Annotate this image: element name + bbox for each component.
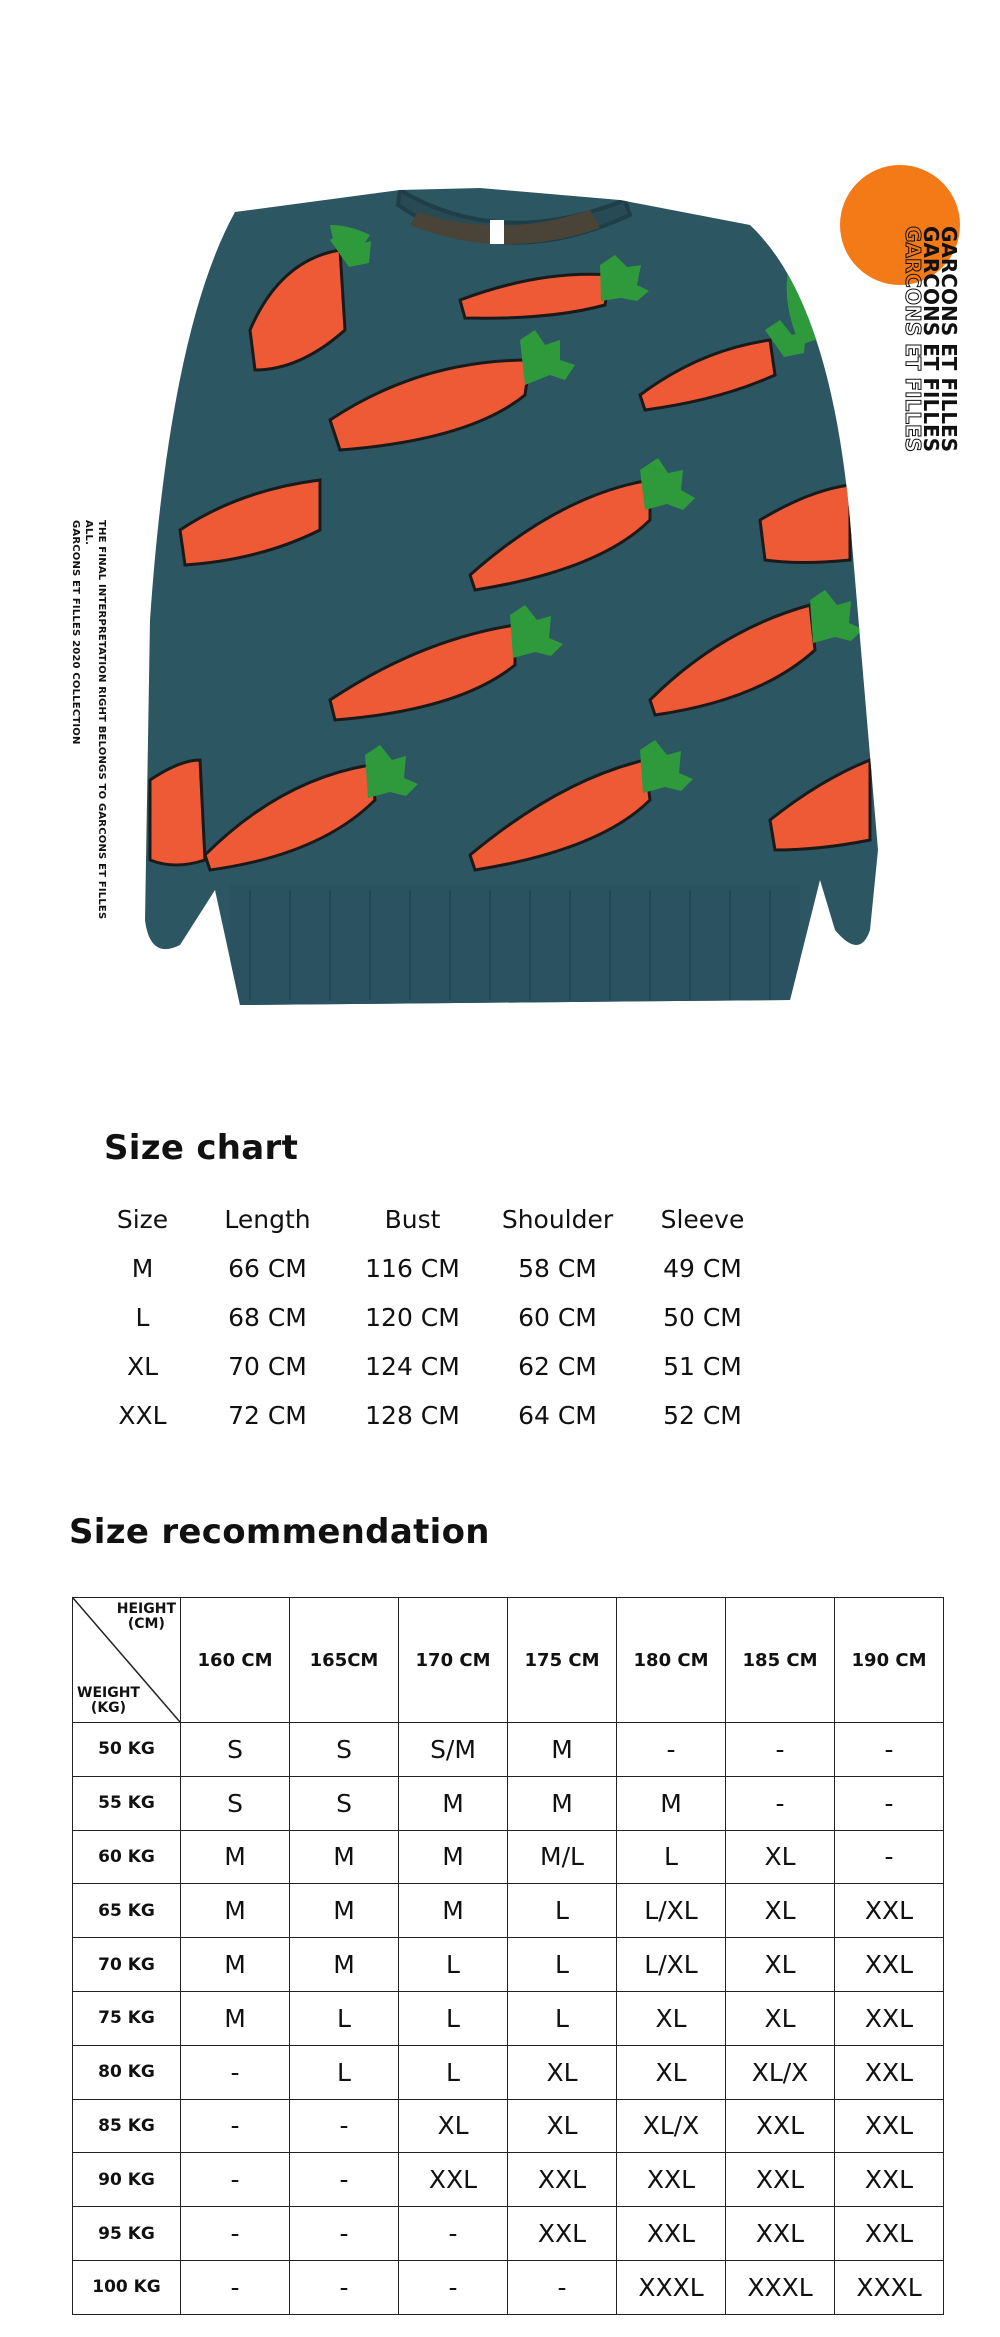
- weight-row-header: 75 KG: [73, 1991, 181, 2045]
- table-row: [73, 1938, 944, 1992]
- size-cell: S/M: [399, 1723, 508, 1777]
- size-chart-header-row: [90, 1195, 775, 1244]
- size-recommendation-table: [72, 1597, 944, 2315]
- table-row: [73, 2207, 944, 2261]
- table-row: [73, 2045, 944, 2099]
- size-cell: -: [181, 2207, 290, 2261]
- size-cell: M: [290, 1884, 399, 1938]
- size-chart-cell: 60 CM: [518, 1303, 597, 1332]
- size-cell: -: [290, 2153, 399, 2207]
- size-chart-cell: 116 CM: [365, 1254, 460, 1283]
- size-cell: L: [508, 1938, 617, 1992]
- table-row: [73, 2099, 944, 2153]
- height-column-header: 185 CM: [726, 1598, 835, 1723]
- size-cell: L: [617, 1830, 726, 1884]
- height-column-header: 175 CM: [508, 1598, 617, 1723]
- size-cell: XXL: [617, 2207, 726, 2261]
- size-chart-cell: 72 CM: [228, 1401, 307, 1430]
- brand-line-3: GARCONS ET FILLES: [901, 226, 925, 453]
- size-cell: M: [181, 1991, 290, 2045]
- size-chart-cell: 128 CM: [365, 1401, 460, 1430]
- size-cell: XL: [617, 1991, 726, 2045]
- height-column-header: 190 CM: [835, 1598, 944, 1723]
- height-column-header: 165CM: [290, 1598, 399, 1723]
- size-chart-cell: 50 CM: [663, 1303, 742, 1332]
- size-cell: -: [835, 1776, 944, 1830]
- size-cell: M: [617, 1776, 726, 1830]
- sweater-image: [0, 0, 1000, 1080]
- size-cell: XXL: [726, 2207, 835, 2261]
- table-corner-cell: [73, 1598, 181, 1723]
- size-cell: M: [181, 1830, 290, 1884]
- table-row: [73, 2153, 944, 2207]
- size-chart-cell: XXL: [118, 1401, 167, 1430]
- size-cell: XXL: [508, 2207, 617, 2261]
- size-cell: XL: [726, 1884, 835, 1938]
- size-cell: XXL: [726, 2099, 835, 2153]
- table-row: [90, 1244, 775, 1293]
- size-cell: M: [508, 1723, 617, 1777]
- size-chart-cell: 66 CM: [228, 1254, 307, 1283]
- size-cell: XXL: [617, 2153, 726, 2207]
- size-cell: S: [181, 1723, 290, 1777]
- size-cell: XXXL: [835, 2260, 944, 2314]
- size-chart-cell: XL: [126, 1352, 159, 1381]
- size-cell: XXL: [835, 2153, 944, 2207]
- size-cell: XL: [726, 1938, 835, 1992]
- size-cell: M: [181, 1938, 290, 1992]
- size-cell: M: [399, 1830, 508, 1884]
- size-chart-cell: 51 CM: [663, 1352, 742, 1381]
- size-cell: XL/X: [617, 2099, 726, 2153]
- size-cell: L: [399, 1991, 508, 2045]
- weight-row-header: 100 KG: [73, 2260, 181, 2314]
- weight-row-header: 90 KG: [73, 2153, 181, 2207]
- size-cell: L/XL: [617, 1884, 726, 1938]
- size-cell: L: [399, 2045, 508, 2099]
- side-caption-line-1: THE FINAL INTERPRETATION RIGHT BELONGS TO GARCONS ET FILLES ALL.: [83, 520, 107, 920]
- size-chart-cell: M: [131, 1254, 154, 1283]
- hero-section: [0, 0, 1000, 1080]
- size-cell: XXXL: [726, 2260, 835, 2314]
- size-chart-cell: 58 CM: [518, 1254, 597, 1283]
- size-cell: -: [290, 2260, 399, 2314]
- size-cell: -: [726, 1723, 835, 1777]
- size-chart-header: Length: [224, 1205, 311, 1234]
- size-cell: L: [290, 2045, 399, 2099]
- size-cell: -: [617, 1723, 726, 1777]
- size-cell: -: [181, 2099, 290, 2153]
- size-cell: M: [181, 1884, 290, 1938]
- table-row: [73, 1991, 944, 2045]
- table-row: [90, 1293, 775, 1342]
- brand-mark: [878, 226, 961, 496]
- size-cell: XXL: [835, 2099, 944, 2153]
- weight-row-header: 70 KG: [73, 1938, 181, 1992]
- size-cell: L: [399, 1938, 508, 1992]
- brand-line-1: GARCONS ET FILLES: [937, 226, 961, 453]
- size-chart-cell: 124 CM: [365, 1352, 460, 1381]
- size-chart-cell: 62 CM: [518, 1352, 597, 1381]
- side-caption-line-2: GARCONS ET FILLES 2020 COLLECTION: [70, 520, 81, 745]
- height-axis-label: HEIGHT (CM): [116, 1601, 176, 1632]
- weight-row-header: 85 KG: [73, 2099, 181, 2153]
- size-cell: XXXL: [617, 2260, 726, 2314]
- size-cell: M/L: [508, 1830, 617, 1884]
- size-cell: XXL: [835, 2207, 944, 2261]
- weight-row-header: 80 KG: [73, 2045, 181, 2099]
- size-cell: XL: [726, 1991, 835, 2045]
- weight-row-header: 50 KG: [73, 1723, 181, 1777]
- size-cell: S: [290, 1776, 399, 1830]
- size-chart-cell: 70 CM: [228, 1352, 307, 1381]
- table-row: [73, 2260, 944, 2314]
- size-cell: -: [726, 1776, 835, 1830]
- size-cell: -: [181, 2153, 290, 2207]
- size-cell: XL: [617, 2045, 726, 2099]
- size-chart-title: Size chart: [104, 1128, 299, 1168]
- weight-row-header: 95 KG: [73, 2207, 181, 2261]
- size-cell: -: [508, 2260, 617, 2314]
- size-cell: XL: [508, 2099, 617, 2153]
- weight-row-header: 65 KG: [73, 1884, 181, 1938]
- size-cell: XXL: [835, 1884, 944, 1938]
- size-cell: M: [399, 1776, 508, 1830]
- size-chart-cell: 49 CM: [663, 1254, 742, 1283]
- size-cell: -: [835, 1830, 944, 1884]
- size-chart-header: Sleeve: [660, 1205, 745, 1234]
- weight-row-header: 60 KG: [73, 1830, 181, 1884]
- size-cell: XL: [508, 2045, 617, 2099]
- size-cell: -: [290, 2207, 399, 2261]
- size-chart-table: [90, 1195, 775, 1440]
- size-chart-cell: 64 CM: [518, 1401, 597, 1430]
- size-cell: -: [399, 2207, 508, 2261]
- size-chart-cell: 52 CM: [663, 1401, 742, 1430]
- size-cell: L: [290, 1991, 399, 2045]
- size-chart-cell: 120 CM: [365, 1303, 460, 1332]
- size-cell: L: [508, 1884, 617, 1938]
- table-row: [73, 1830, 944, 1884]
- size-chart-header: Shoulder: [501, 1205, 614, 1234]
- size-cell: XXL: [835, 2045, 944, 2099]
- size-chart-header: Bust: [384, 1205, 441, 1234]
- size-cell: -: [835, 1723, 944, 1777]
- recommendation-header-row: [73, 1598, 944, 1723]
- size-cell: M: [508, 1776, 617, 1830]
- size-cell: M: [290, 1938, 399, 1992]
- table-row: [90, 1342, 775, 1391]
- weight-row-header: 55 KG: [73, 1776, 181, 1830]
- size-cell: XXL: [726, 2153, 835, 2207]
- size-recommendation-title: Size recommendation: [69, 1512, 490, 1552]
- size-cell: XXL: [835, 1938, 944, 1992]
- table-row: [73, 1776, 944, 1830]
- size-cell: S: [181, 1776, 290, 1830]
- size-cell: L: [508, 1991, 617, 2045]
- size-cell: M: [290, 1830, 399, 1884]
- weight-axis-label: WEIGHT (KG): [77, 1685, 140, 1716]
- size-cell: XXL: [508, 2153, 617, 2207]
- size-cell: -: [181, 2045, 290, 2099]
- brand-line-2: GARCONS ET FILLES: [919, 226, 943, 453]
- size-cell: XXL: [399, 2153, 508, 2207]
- table-row: [90, 1391, 775, 1440]
- size-cell: -: [399, 2260, 508, 2314]
- size-cell: XL/X: [726, 2045, 835, 2099]
- size-chart-cell: 68 CM: [228, 1303, 307, 1332]
- size-cell: -: [290, 2099, 399, 2153]
- size-cell: -: [181, 2260, 290, 2314]
- size-cell: L/XL: [617, 1938, 726, 1992]
- size-cell: XXL: [835, 1991, 944, 2045]
- size-chart-cell: L: [135, 1303, 150, 1332]
- size-cell: M: [399, 1884, 508, 1938]
- size-cell: XL: [399, 2099, 508, 2153]
- height-column-header: 170 CM: [399, 1598, 508, 1723]
- size-chart-header: Size: [116, 1205, 169, 1234]
- table-row: [73, 1723, 944, 1777]
- size-cell: XL: [726, 1830, 835, 1884]
- table-row: [73, 1884, 944, 1938]
- height-column-header: 180 CM: [617, 1598, 726, 1723]
- size-cell: S: [290, 1723, 399, 1777]
- height-column-header: 160 CM: [181, 1598, 290, 1723]
- side-caption: [70, 520, 108, 920]
